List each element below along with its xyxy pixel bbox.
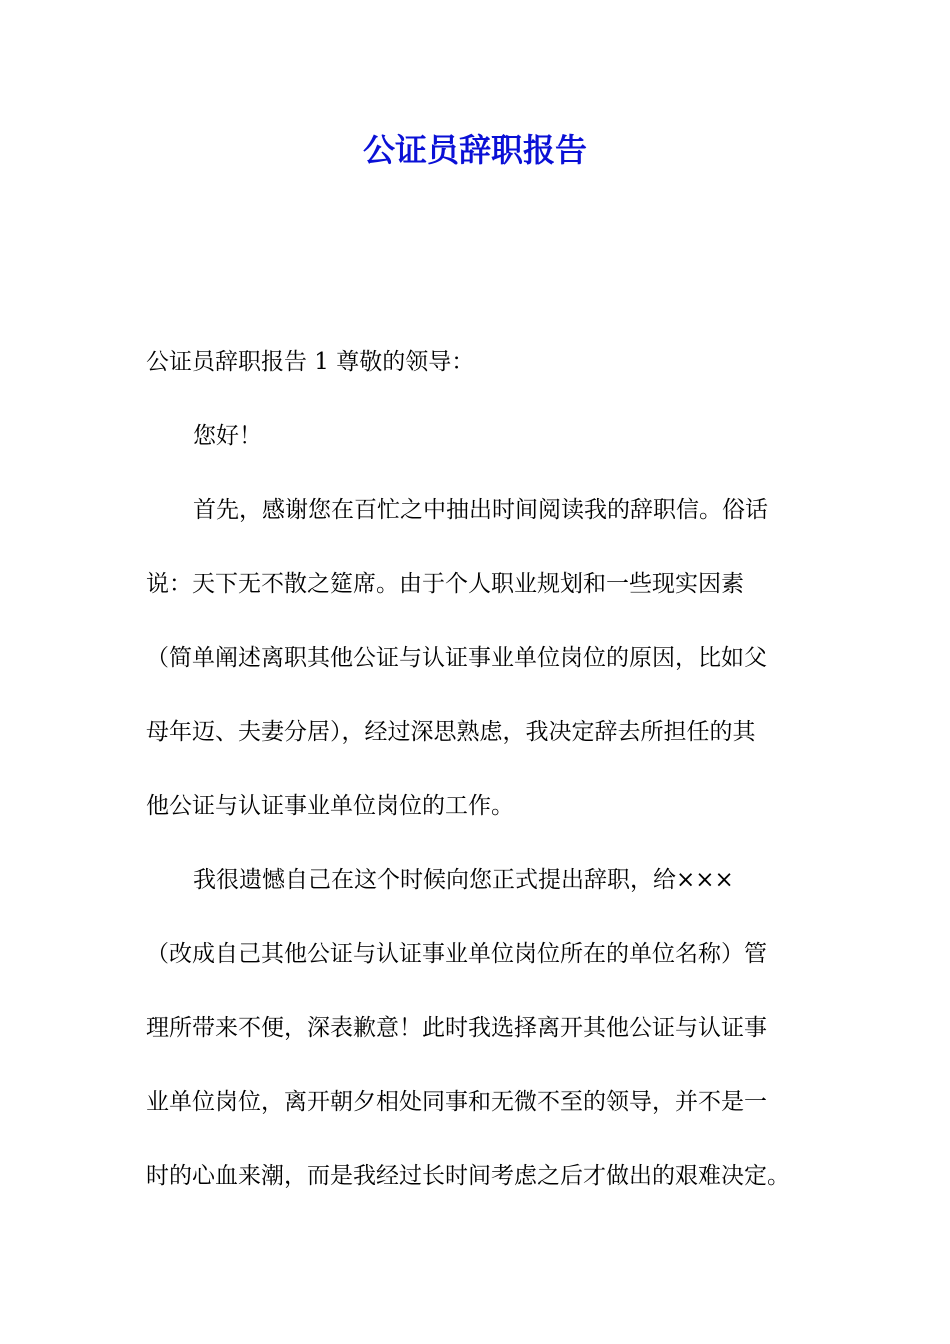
salutation-line: 公证员辞职报告 1 尊敬的领导： [146, 349, 475, 375]
body-line: 说：天下无不散之筵席。由于个人职业规划和一些现实因素 [146, 571, 744, 597]
body-line: 时的心血来潮，而是我经过长时间考虑之后才做出的艰难决定。 [146, 1163, 790, 1189]
body-line: 母年迈、夫妻分居），经过深思熟虑，我决定辞去所担任的其 [146, 719, 756, 745]
body-line: 首先，感谢您在百忙之中抽出时间阅读我的辞职信。俗话 [193, 497, 768, 523]
body-line: 他公证与认证事业单位岗位的工作。 [146, 793, 514, 819]
body-line: 理所带来不便，深表歉意！此时我选择离开其他公证与认证事 [146, 1015, 767, 1041]
body-line: （简单阐述离职其他公证与认证事业单位岗位的原因，比如父 [146, 645, 767, 671]
document-title: 公证员辞职报告 [362, 131, 587, 169]
body-line: （改成自己其他公证与认证事业单位岗位所在的单位名称）管 [146, 941, 767, 967]
body-line: 我很遗憾自己在这个时候向您正式提出辞职，给××× [193, 867, 734, 893]
greeting-line: 您好！ [193, 423, 262, 449]
body-line: 业单位岗位，离开朝夕相处同事和无微不至的领导，并不是一 [146, 1089, 767, 1115]
